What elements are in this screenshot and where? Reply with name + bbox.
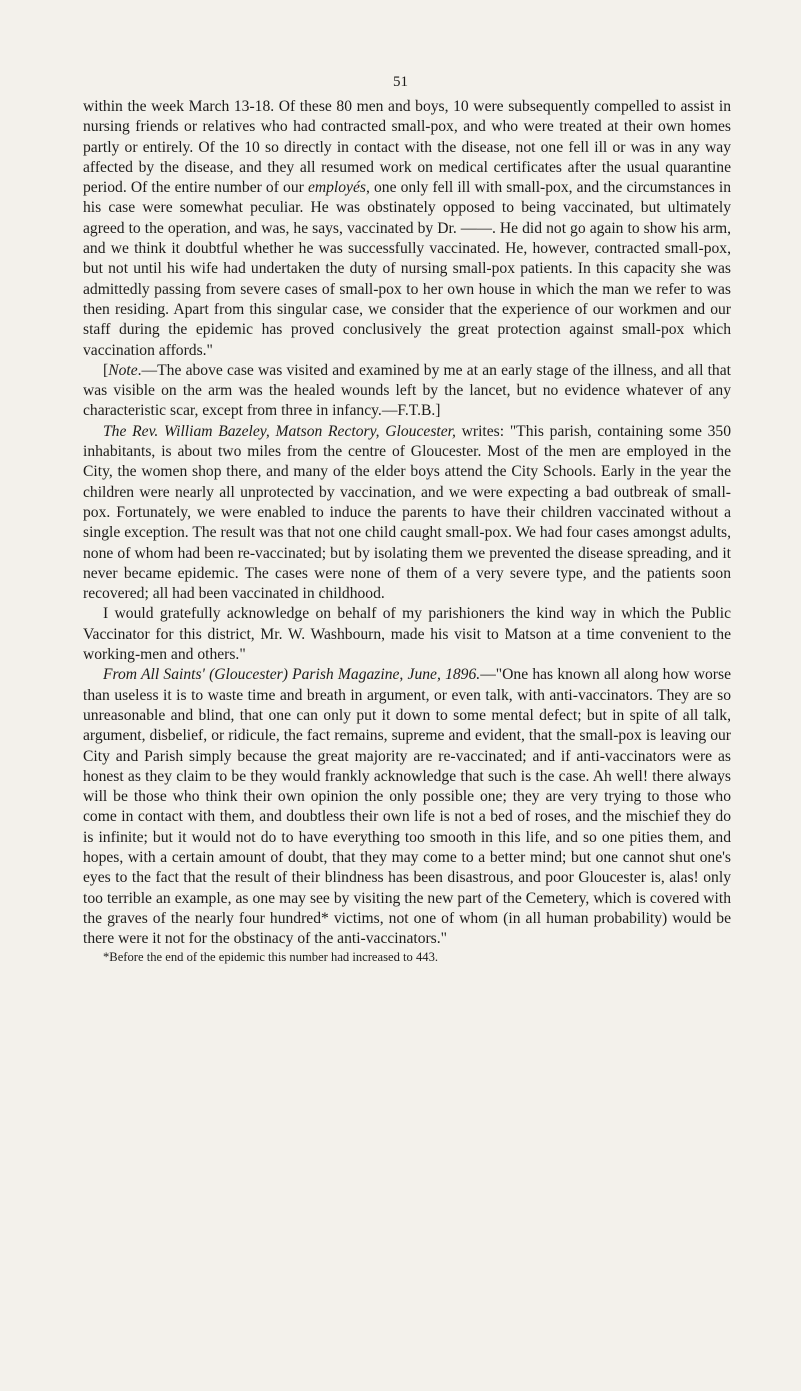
- paragraph-text: , one only fell ill with small-pox, and the circumstances in his case were somewhat peculiar. He was obstinately opposed to being vaccinated, but ultimately agreed to the operation, and was, he says, vaccinated by Dr. ——. He did not go again to show his arm, and we think it doubtful whether he was successfully vaccinated. He, however, contracted small-pox, but not until his wife had undertaken the duty of nursing small-pox patients. In this capacity she was admittedly passing from severe cases of small-pox to her own house in which the man we refer to was then residing. Apart from this singular case, we consider that the experience of our workmen and our staff during the epidemic has proved conclusively the great protection against small-pox which vaccination affords.": [83, 179, 732, 359]
- paragraph-text: —"One has known all along how worse than useless it is to waste time and breath in argument, or even talk, with anti-vaccinators. They are so unreasonable and blind, that one can only put it down to some mental defect; but in spite of all talk, argument, disbelief, or ridicule, the fact remains, supreme and evident, that the small-pox is leaving our City and Parish simply because the great majority are re-vaccinated; and if anti-vaccinators were as honest as they claim to be they would frankly acknowledge that such is the case. Ah well! there always will be those who think their own opinion the only possible one; they are very trying to those who come in contact with them, and doubtless their own life is not a bed of roses, and the mischief they do is infinite; but it would not do to have everything too smooth in this life, and so one pities them, and hopes, with a certain amount of doubt, that they may come to a better mind; but one cannot shut one's eyes to the fact that the result of their blindness has been disastrous, and poor Gloucester is, alas! only too terrible an example, as one may see by visiting the new part of the Cemetery, which is covered with the graves of the nearly four hundred* victims, not one of whom (in all human probability) would be there were it not for the obstinacy of the anti-vaccinators.": [83, 666, 731, 948]
- paragraph-parish-magazine: [83, 665, 731, 949]
- italic-term: employés: [307, 179, 366, 197]
- paragraph-matson-rectory: [83, 422, 731, 605]
- paragraph-text: within the week March 13-18. Of these 80 men and boys, 10 were subsequently compelled to assist in nursing friends or relatives who had contracted small-pox, and who were treated at their own homes partly or entirely. Of the 10 so directly in contact with the disease, not one fell ill or was in any way affected by the disease, and they all resumed work on medical certificates after the usual quarantine period. Of the entire number of our: [83, 98, 731, 197]
- page-number: 51: [393, 74, 408, 90]
- paragraph-text: writes: "This parish, containing some 350 inhabitants, is about two miles from the centre of Gloucester. Most of the men are employed in the City, the women shop there, and many of the elder boys attend the City Schools. Early in the year the children were nearly all unprotected by vaccination, and we were expecting a bad outbreak of small-pox. Fortunately, we were enabled to induce the parents to have their children vaccinated without a single exception. The result was that not one child caught small-pox. We had four cases amongst adults, none of whom had been re-vaccinated; but by isolating them we prevented the disease spreading, and it never became epidemic. The cases were none of them of a very severe type, and the patients soon recovered; all had been vaccinated in childhood.: [83, 422, 732, 603]
- paragraph-editor-note: [83, 361, 731, 422]
- source-attribution: From All Saints' (Gloucester) Parish Magazine, June, 1896.: [103, 666, 481, 684]
- note-label: Note: [108, 361, 138, 379]
- paragraph-acknowledgement: I would gratefully acknowledge on behalf of my parishioners the kind way in which the Public Vaccinator for this district, Mr. W. Washbourn, made his visit to Matson at a time convenient to the working-men and others.": [83, 605, 731, 664]
- body-text: [83, 97, 731, 965]
- footnote: *Before the end of the epidemic this number had increased to 443.: [103, 950, 439, 965]
- paragraph-works-report: [83, 97, 731, 361]
- paragraph-text: .—The above case was visited and examined by me at an early stage of the illness, and all that was visible on the arm was the healed wounds left by the lancet, but no evidence whatever of any characteristic scar, except from three in infancy.—F.T.B.]: [83, 361, 731, 420]
- bracket-open: [: [103, 361, 109, 379]
- source-attribution: The Rev. William Bazeley, Matson Rectory, Gloucester,: [103, 422, 456, 440]
